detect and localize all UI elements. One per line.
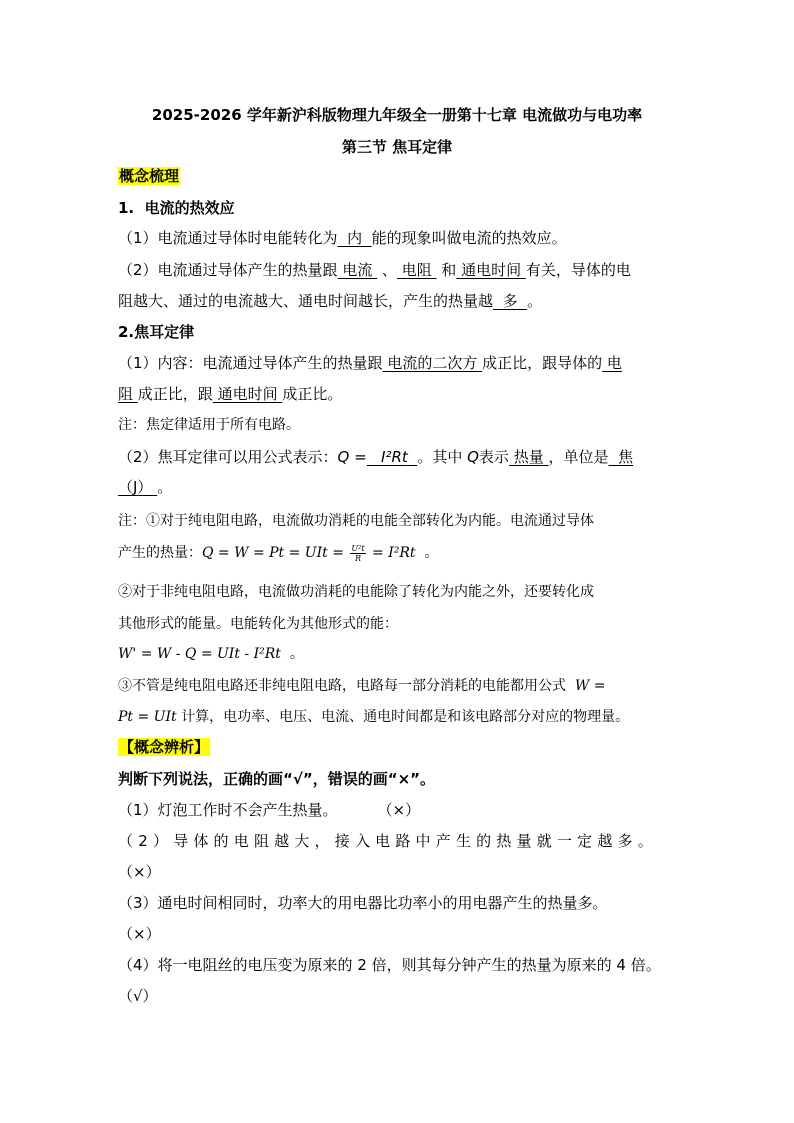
note-1: 注：焦定律适用于所有电路。	[118, 417, 300, 433]
note-3-line1: ②对于非纯电阻电路，电流做功消耗的电能除了转化为内能之外，还要转化成	[118, 584, 594, 600]
fraction: $\frac{\text{U²t}}{R}$	[351, 543, 365, 563]
note-2-line1: 注：①对于纯电阻电路，电流做功消耗的电能全部转化为内能。电流通过导体	[118, 513, 594, 529]
question-2: （2）导体的电阻越大，接入电路中产生的热量就一定越多。	[118, 832, 658, 850]
question-4: （4）将一电阻丝的电压变为原来的 2 倍，则其每分钟产生的热量为原来的 4 倍。	[118, 956, 661, 974]
section-subtitle: 第三节 焦耳定律	[341, 138, 453, 156]
question-1: （1）灯泡工作时不会产生热量。 （×）	[118, 801, 421, 819]
answer-blank: 通电时间	[217, 385, 278, 403]
document-title: 2025-2026 学年新沪科版物理九年级全一册第十七章 电流做功与电功率	[151, 106, 643, 124]
concept-analysis-heading: 【概念辨析】	[119, 738, 210, 756]
answer-blank: 电阻	[401, 261, 432, 279]
para-2-1: （1）内容：电流通过导体产生的热量跟 电流的二次方 成正比，跟导体的 电	[118, 354, 622, 372]
para-1-1: （1）电流通过导体时电能转化为 内 能的现象叫做电流的热效应。	[118, 229, 567, 247]
heading-heat-effect: 1. 电流的热效应	[118, 199, 235, 217]
question-3-answer: （×）	[118, 925, 161, 943]
answer-blank: （J）	[118, 478, 153, 496]
para-2-2: （2）焦耳定律可以用公式表示：Q = I²Rt 。其中 Q表示 热量 ，单位是 焦	[118, 448, 634, 466]
answer-blank: 内	[347, 229, 363, 247]
answer-blank: 电流	[342, 261, 373, 279]
para-1-2-cont: 阻越大、通过的电流越大、通电时间越长，产生的热量越 多 。	[118, 292, 543, 310]
answer-blank: 电流的二次方	[387, 354, 478, 372]
note-4-line1: ③不管是纯电阻电路还非纯电阻电路，电路每一部分消耗的电能都用公式 W =	[118, 678, 606, 694]
heading-joule-law: 2.焦耳定律	[118, 323, 195, 341]
judge-instruction: 判断下列说法，正确的画“√”，错误的画“×”。	[118, 770, 436, 788]
note-3-line2: 其他形式的能量。电能转化为其他形式的能：	[118, 616, 398, 632]
para-2-2-cont: （J） 。	[118, 478, 173, 496]
para-2-1-cont: 阻 成正比，跟 通电时间 成正比。	[118, 385, 343, 403]
answer-blank: 热量	[513, 448, 544, 466]
para-1-2: （2）电流通过导体产生的热量跟 电流 、 电阻 和 通电时间 有关，导体的电	[118, 261, 631, 279]
answer-blank: 通电时间	[461, 261, 522, 279]
concept-summary-heading: 概念梳理	[119, 167, 180, 185]
note-2-line2: 产生的热量：Q = W = Pt = UIt = $\frac{\text{U²t}}{R}$ = I²Rt 。	[118, 543, 439, 563]
answer-blank: 阻	[118, 385, 134, 403]
note-3-line3: W' = W - Q = UIt - I²Rt 。	[118, 646, 304, 662]
answer-blank: 多	[502, 292, 518, 310]
note-4-line2: Pt = UIt 计算，电功率、电压、电流、通电时间都是和该电路部分对应的物理量。	[118, 709, 630, 725]
answer-blank: 电	[606, 354, 622, 372]
answer-blank: 焦	[618, 448, 634, 466]
question-3: （3）通电时间相同时，功率大的用电器比功率小的用电器产生的热量多。	[118, 894, 608, 912]
answer-blank: I²Rt	[381, 448, 408, 466]
question-4-answer: （√）	[118, 987, 158, 1005]
question-2-answer: （×）	[118, 863, 161, 881]
